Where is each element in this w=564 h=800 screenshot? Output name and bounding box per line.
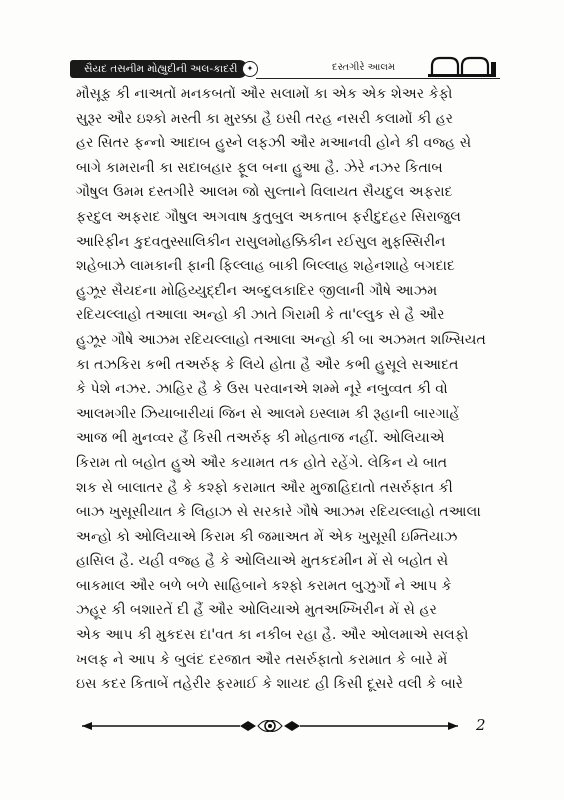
text-line: રદિયલ્લાહો તઆલા અન્હો કી ઝાતે ગિરામી કે તા'લ્લુક સે હૈ ઔર — [76, 307, 445, 324]
text-line: ઝહૂર કી બશારતેં દી હૈં ઔર ઓલિયાએ મુતઅખ્ખિરીન મેં સે હર — [76, 602, 437, 619]
text-line: બાઝ ખુસૂસીયાત કે લિહાઝ સે સરકારે ગૌષે આઝમ રદિયલ્લાહો તઆલા — [76, 504, 481, 521]
text-line: આજ ભી મુનવ્વર હૈં કિસી તઅર્રુફ કી મોહતાજ નહીં. ઓલિયાએ — [76, 430, 445, 447]
text-line: આરિફીન કુદવતુસ્સાલિકીન રાસુલમોહક્કિકીન રઈસુલ મુફસ્સિરીન — [76, 233, 446, 250]
header-book-title: દસ્તગીરે આલમ — [332, 62, 396, 73]
text-line: કા તઝકિરા કભી તઅર્રુફ કે લિયે હોતા હૈ ઔર કભી હુસૂલે સઆદત — [76, 356, 459, 373]
text-line: ફરદુલ અફરાદ ગૌષુલ અગવાષ કુતુબુલ અકતાબ ફરીદુદહર સિરાજુલ — [76, 208, 462, 225]
text-line: આલમગીર ઝિયાબારીયાં જિન સે આલમે ઇસ્લામ કી રૂહાની બારગાહેં — [76, 405, 460, 422]
header-seal-icon: ✦ — [242, 61, 258, 77]
text-line: હુઝૂર સૈયદના મોહિય્યુદ્દીન અબ્દુલકાદિર જીલાની ગૌષે આઝમ — [76, 282, 438, 299]
text-line: કિરામ તો બહોત હુએ ઔર કયામત તક હોતે રહેંગે. લેકિન યે બાત — [76, 454, 448, 471]
text-line: હાસિલ હૈ. યહી વજ્હ હૈ કે ઓલિયાએ મુતકદમીન મેં સે બહોત સે — [76, 553, 449, 570]
header-rule — [256, 78, 500, 79]
text-line: અન્હો કો ઓલિયાએ કિરામ કી જમાઅત મેં એક ખુસૂસી ઇમ્તિયાઝ — [76, 528, 458, 545]
text-line: ગૌષુલ ઉમમ દસ્તગીરે આલમ જો સુલ્તાને વિલાયત સૈયદુલ અફરાદ — [76, 184, 453, 201]
text-line: બાગે કામરાની કા સદાબહાર ફૂલ બના હુઆ હૈ. ઝેરે નઝર કિતાબ — [76, 159, 443, 176]
body-paragraph — [76, 82, 488, 697]
text-line: બાકમાલ ઔર બળે બળે સાહિબાને કશ્ફો કરામત બુઝુર્ગોં ને આપ કે — [76, 577, 452, 594]
text-line: હુઝૂર ગૌષે આઝમ રદિયલ્લાહો તઆલા અન્હો કી બા અઝમત શખ્સિયત — [76, 331, 486, 348]
page-number: 2 — [476, 716, 486, 734]
text-line: હર સિતર ફન્નો આદાબ હુસ્ને લફઝી ઔર મઆનવી હોને કી વજ્હ સે — [76, 135, 472, 152]
dome-logo-icon — [426, 52, 500, 78]
text-line: સુરૂર ઔર ઇશ્કો મસ્તી કા મુરક્કા હૈ ઇસી તરહ નસરી કલામોં કી હર — [76, 110, 454, 127]
header-author-title: સૈયદ તસનીમ મોહ્યુદીની અલ-કાદરી — [84, 63, 238, 75]
text-line: ઇસ કદર કિતાબેં તહેરીર ફરમાઈ કે શાયદ હી કિસી દૂસરે વલી કે બારે — [76, 676, 464, 693]
running-header — [70, 58, 500, 80]
text-line: એક આપ કી મુકદસ દા'વત કા નકીબ રહા હૈ. ઔર ઓલમાએ સલફો — [76, 627, 469, 644]
text-line: મૌસૂફ કી નાઅતોં મનકબતોં ઔર સલામોં કા એક એક શેઅર કેફો — [76, 86, 453, 102]
text-line: શક સે બાલાતર હૈ કે કશ્ફો કરામાત ઔર મુજાહિદાતો તસર્રુફાત કી — [76, 479, 453, 496]
text-line: શહેબાઝે લામકાની ફાની ફિલ્લાહ બાકી બિલ્લાહ શહેનશાહે બગદાદ — [76, 258, 455, 275]
footer-ornament-divider — [80, 716, 460, 736]
text-line: કે પેશે નઝર. ઝાહિર હૈ કે ઉસ પરવાનએ શમ્મે નૂરે નબુવ્વત કી વો — [76, 381, 448, 398]
header-author-banner — [70, 60, 248, 78]
text-line: ખલફ ને આપ કે બુલંદ દરજાત ઔર તસર્રુફાતો કરામાત કે બારે મેં — [76, 651, 448, 668]
